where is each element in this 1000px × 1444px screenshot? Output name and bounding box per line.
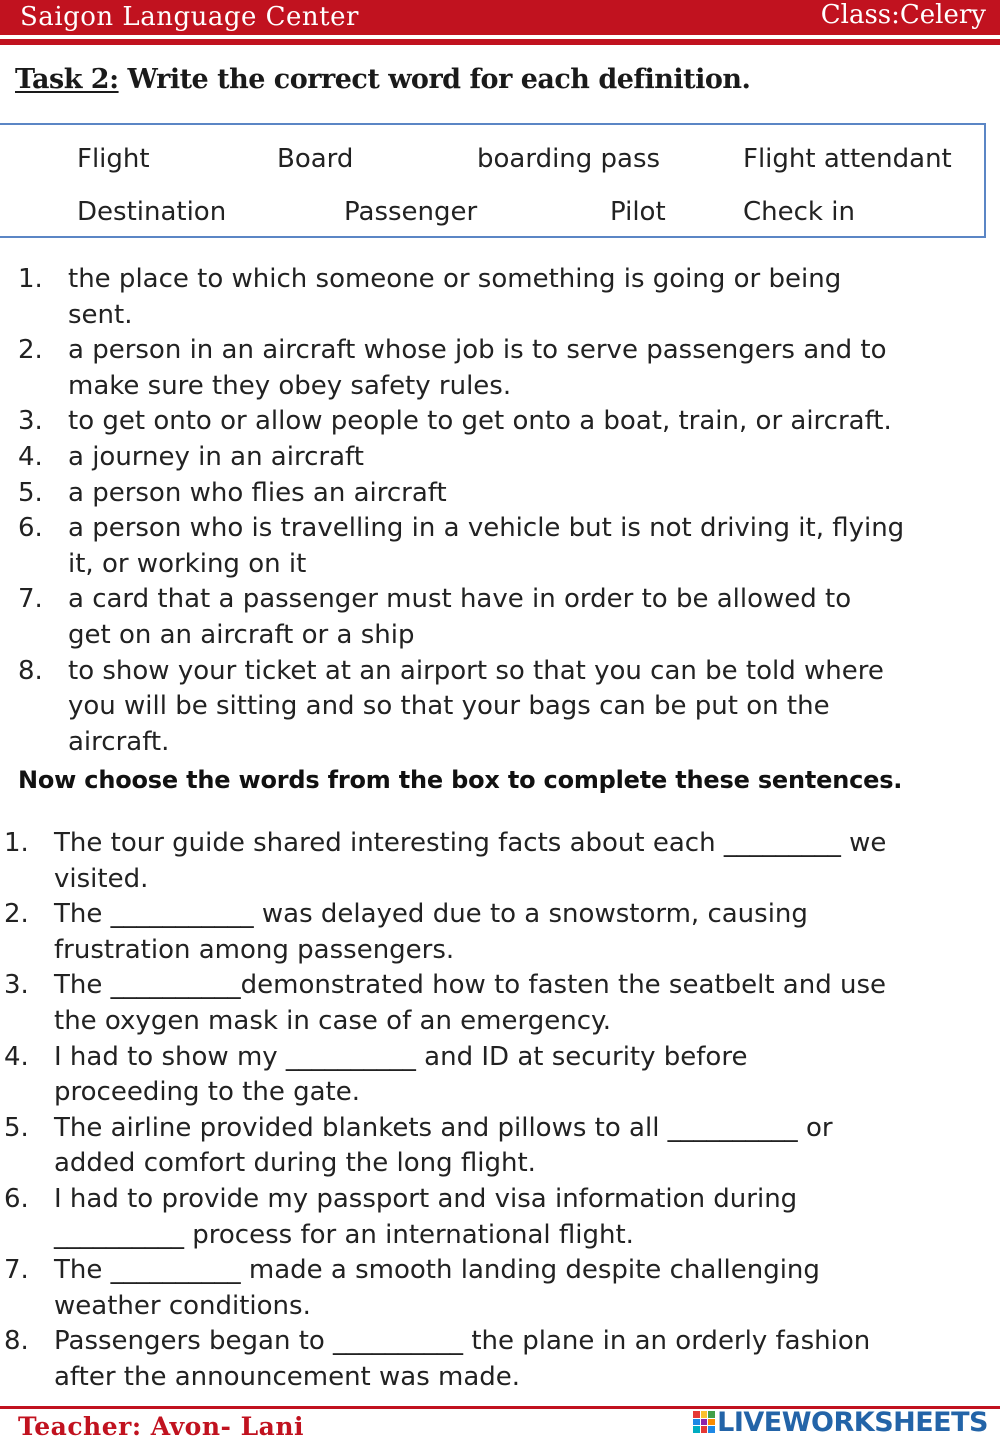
definition-number: 4. xyxy=(18,442,43,472)
word-box-item: Board xyxy=(277,144,354,174)
definition-text: to get onto or allow people to get onto a boat, train, or aircraft. xyxy=(68,406,892,437)
sentence-text: weather conditions. xyxy=(54,1290,311,1321)
sentence-text: The airline provided blankets and pillows to all __________ or xyxy=(54,1112,833,1143)
word-box-item: Flight attendant xyxy=(743,144,952,174)
word-box-item: Check in xyxy=(743,197,855,227)
sentence-number: 2. xyxy=(4,899,29,930)
sentence-number: 3. xyxy=(4,970,29,1001)
definition-text: a journey in an aircraft xyxy=(68,442,364,472)
task-title xyxy=(15,64,750,95)
sentence-text: visited. xyxy=(54,863,149,894)
sentence-text: I had to show my __________ and ID at security before xyxy=(54,1041,748,1072)
teacher-name: Teacher: Avon- Lani xyxy=(18,1412,305,1441)
definition-text: to show your ticket at an airport so that you can be told where xyxy=(68,655,884,686)
definition-text: it, or working on it xyxy=(68,548,307,579)
definition-text: the place to which someone or something is going or being xyxy=(68,264,842,294)
sentence-text: __________ process for an international flight. xyxy=(54,1219,634,1250)
word-box-item: boarding pass xyxy=(477,144,661,174)
word-box-item: Flight xyxy=(77,144,150,174)
class-label: Class:Celery xyxy=(820,0,986,30)
definition-text: a person who flies an aircraft xyxy=(68,477,447,508)
header-divider xyxy=(0,39,1000,45)
sentence-text: frustration among passengers. xyxy=(54,934,455,965)
sentence-number: 6. xyxy=(4,1184,29,1214)
definition-number: 2. xyxy=(18,335,43,366)
definition-text: you will be sitting and so that your bags can be put on the xyxy=(68,691,830,722)
sentence-text: The ___________ was delayed due to a snowstorm, causing xyxy=(54,899,808,930)
sentence-text: after the announcement was made. xyxy=(54,1362,521,1392)
definition-number: 1. xyxy=(18,264,43,294)
sentence-number: 1. xyxy=(4,828,29,858)
word-box-item: Destination xyxy=(77,197,227,227)
definition-number: 8. xyxy=(18,655,43,686)
definition-text: get on an aircraft or a ship xyxy=(68,620,415,650)
header-bar xyxy=(0,0,1000,35)
sentence-text: added comfort during the long flight. xyxy=(54,1148,536,1179)
definition-number: 3. xyxy=(18,406,43,437)
sentence-text: The tour guide shared interesting facts about each _________ we xyxy=(54,828,887,858)
liveworksheets-brand: LIVEWORKSHEETS xyxy=(717,1406,988,1438)
task-label: Task 2: xyxy=(15,64,119,95)
liveworksheets-logo xyxy=(693,1406,988,1438)
definition-text: aircraft. xyxy=(68,726,170,757)
definition-number: 5. xyxy=(18,477,43,508)
sentence-text: The __________demonstrated how to fasten the seatbelt and use xyxy=(54,970,886,1001)
sentence-text: Passengers began to __________ the plane in an orderly fashion xyxy=(54,1326,871,1357)
sentence-text: I had to provide my passport and visa information during xyxy=(54,1184,798,1214)
definition-number: 7. xyxy=(18,584,43,615)
word-box-item: Pilot xyxy=(610,197,666,227)
sentence-number: 8. xyxy=(4,1326,29,1357)
sentence-text: proceeding to the gate. xyxy=(54,1077,360,1108)
sentence-text: the oxygen mask in case of an emergency. xyxy=(54,1006,611,1036)
sentence-text: The __________ made a smooth landing despite challenging xyxy=(54,1255,820,1286)
school-name: Saigon Language Center xyxy=(20,2,359,32)
definition-text: a person in an aircraft whose job is to serve passengers and to xyxy=(68,335,887,366)
section-instruction: Now choose the words from the box to complete these sentences. xyxy=(18,766,903,794)
sentence-number: 5. xyxy=(4,1112,29,1143)
sentence-number: 4. xyxy=(4,1041,29,1072)
liveworksheets-icon xyxy=(693,1411,715,1433)
definition-text: a card that a passenger must have in order to be allowed to xyxy=(68,584,852,615)
definition-text: a person who is travelling in a vehicle but is not driving it, flying xyxy=(68,513,905,544)
word-box-item: Passenger xyxy=(344,197,478,227)
definition-number: 6. xyxy=(18,513,43,544)
definition-text: sent. xyxy=(68,299,133,330)
task-instruction: Write the correct word for each definition. xyxy=(118,64,751,95)
definition-text: make sure they obey safety rules. xyxy=(68,370,512,401)
sentence-number: 7. xyxy=(4,1255,29,1286)
